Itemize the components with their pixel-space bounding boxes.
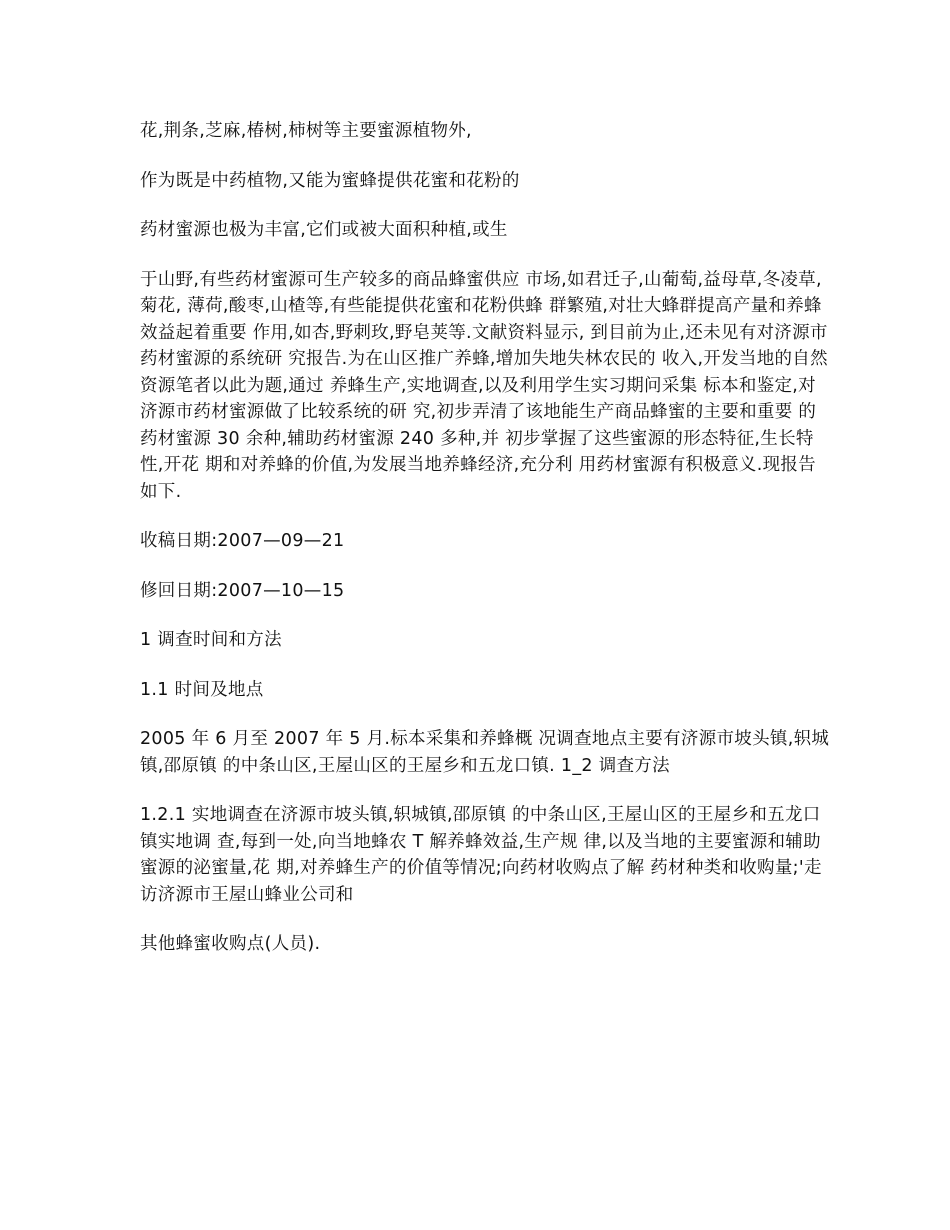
document-page xyxy=(140,118,830,981)
paragraph: 2005 年 6 月至 2007 年 5 月.标本采集和养蜂概 况调查地点主要有济源市坡头镇,轵城镇,邵原镇 的中条山区,王屋山区的王屋乡和五龙口镇. 1_2 调查方法 xyxy=(140,729,830,776)
received-date: 收稿日期:2007—09—21 xyxy=(140,531,345,551)
paragraph: 作为既是中药植物,又能为蜜蜂提供花蜜和花粉的 xyxy=(140,170,520,191)
paragraph: 于山野,有些药材蜜源可生产较多的商品蜂蜜供应 市场,如君迁子,山葡萄,益母草,冬凌草,菊花, 薄荷,酸枣,山楂等,有些能提供花蜜和花粉供蜂 群繁殖,对壮大蜂群提高产量和养蜂效益起着重要 作用,如杏,野刺玫,野皂荚等.文献资料显示, 到目前为止,还未见有对济源市药材蜜源的系统研 究报告.为在山区推广养蜂,增加失地失林农民的 收入,开发当地的自然资源笔者以此为题,通过 养蜂生产,实地调查,以及利用学生实习期问采集 标本和鉴定,对济源市药材蜜源做了比较系统的研 究,初步弄清了该地能生产商品蜂蜜的主要和重要 的药材蜜源 30 余种,辅助药材蜜源 240 多种,并 初步掌握了这些蜜源的形态特征,生长特性,开花 期和对养蜂的价值,为发展当地养蜂经济,充分利 用药材蜜源有积极意义.现报告如下. xyxy=(140,269,828,502)
paragraph: 药材蜜源也极为丰富,它们或被大面积种植,或生 xyxy=(140,220,508,240)
section-heading: 1 调查时间和方法 xyxy=(140,630,282,650)
revised-date: 修回日期:2007—10—15 xyxy=(140,580,345,601)
paragraph: 1.2.1 实地调查在济源市坡头镇,轵城镇,邵原镇 的中条山区,王屋山区的王屋乡和五龙口镇实地调 查,每到一处,向当地蜂农 T 解养蜂效益,生产规 律,以及当地的主要蜜源和辅助蜜源的泌蜜量,花 期,对养蜂生产的价值等情况;向药材收购点了解 药材种类和收购量;'走访济源市王屋山蜂业公司和 xyxy=(140,805,822,905)
subsection-heading: 1.1 时间及地点 xyxy=(140,679,264,700)
paragraph: 花,荆条,芝麻,椿树,柿树等主要蜜源植物外, xyxy=(140,121,472,141)
paragraph: 其他蜂蜜收购点(人员). xyxy=(140,934,321,954)
